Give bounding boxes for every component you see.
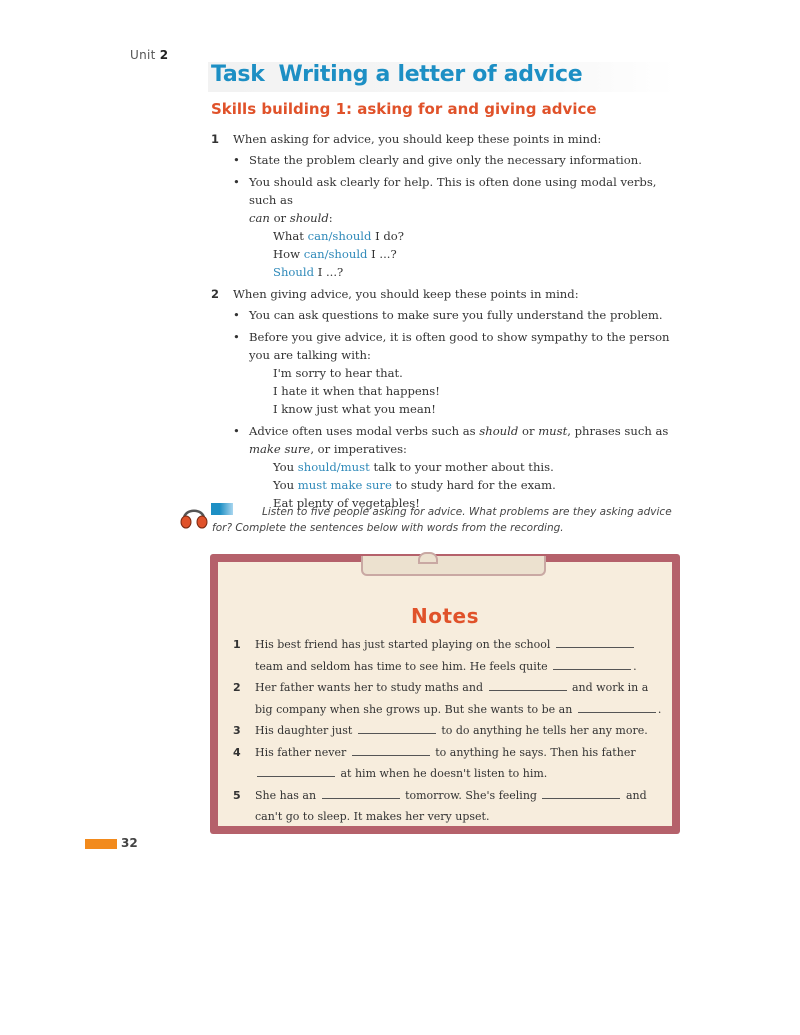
example-line: I hate it when that happens! xyxy=(273,384,440,398)
bullet-item xyxy=(211,422,681,512)
notes-list xyxy=(233,634,663,828)
bullet-list xyxy=(211,306,681,512)
note-item: 4 His father never to anything he says. Then his father at him when he doesn't listen to him. xyxy=(233,745,636,780)
note-item: 1 His best friend has just started playing on the school team and seldom has time to see him. He feels quite . xyxy=(233,638,637,673)
blank-field[interactable] xyxy=(257,767,335,777)
blank-field[interactable] xyxy=(553,660,631,670)
bullet-item: • You can ask questions to make sure you fully understand the problem. xyxy=(211,306,681,324)
example-line: I know just what you mean! xyxy=(273,402,436,416)
example-line: You must make sure to study hard for the exam. xyxy=(273,478,556,492)
examples xyxy=(249,364,681,418)
phrase-make-sure: make sure xyxy=(249,442,311,456)
bullet-text: Before you give advice, it is often good to show sympathy to the person you are talking with: xyxy=(249,330,670,362)
section-lead: When asking for advice, you should keep these points in mind: xyxy=(233,132,602,146)
blank-field[interactable] xyxy=(352,746,430,756)
clip-knob-icon xyxy=(418,552,438,564)
notes-title: Notes xyxy=(410,604,479,628)
example-line: How can/should I ...? xyxy=(273,247,397,261)
example-line: Should I ...? xyxy=(273,265,344,279)
listening-instructions: Listen to five people asking for advice. What problems are they asking advice for? Complete the sentences below with words from the recording. xyxy=(212,506,672,534)
modal-must: must xyxy=(538,424,568,438)
bullet-text: or xyxy=(273,211,287,225)
blank-field[interactable] xyxy=(489,681,567,691)
bullet-text: Advice often uses modal verbs such as xyxy=(249,424,476,438)
note-item: 3 His daughter just to do anything he tells her any more. xyxy=(233,724,648,737)
blank-field[interactable] xyxy=(556,638,634,648)
blank-field[interactable] xyxy=(542,789,620,799)
modal-should: should xyxy=(479,424,519,438)
section-lead: When giving advice, you should keep these points in mind: xyxy=(233,287,579,301)
bullet-item: • State the problem clearly and give only the necessary information. xyxy=(211,151,681,169)
clipboard-clip-icon xyxy=(361,556,546,576)
example-line: Eat plenty of vegetables! xyxy=(273,496,420,510)
bullet-text: , phrases such as xyxy=(567,424,669,438)
bullet-text: or xyxy=(521,424,535,438)
notes-paper xyxy=(218,562,672,826)
modal-should: should xyxy=(289,211,329,225)
note-item: 2 Her father wants her to study maths and and work in a big company when she grows up. But she wants to be an . xyxy=(233,681,662,716)
unit-number: 2 xyxy=(159,48,169,62)
bullet-text: : xyxy=(328,211,333,225)
modal-can: can xyxy=(249,211,270,225)
bullet-item xyxy=(211,328,681,418)
note-item: 5 She has an tomorrow. She's feeling and can't go to sleep. It makes her very upset. xyxy=(233,788,647,823)
bullet-list xyxy=(211,151,681,281)
example-line: What can/should I do? xyxy=(273,229,405,243)
headphones-icon xyxy=(179,502,209,530)
title-task: Task xyxy=(211,62,265,87)
unit-label-text: Unit xyxy=(130,48,156,62)
bullet-item xyxy=(211,173,681,281)
section-1 xyxy=(211,130,681,281)
section-number: 1 xyxy=(211,132,220,146)
page-title xyxy=(211,62,582,87)
bullet-text: You should ask clearly for help. This is often done using modal verbs, such as xyxy=(249,175,657,207)
page-number: 32 xyxy=(121,836,138,850)
blank-field[interactable] xyxy=(322,789,400,799)
section-2 xyxy=(211,285,681,512)
notes-board xyxy=(210,554,680,834)
examples xyxy=(249,227,681,281)
bullet-text: , or imperatives: xyxy=(310,442,407,456)
blank-field[interactable] xyxy=(578,703,656,713)
blank-field[interactable] xyxy=(358,724,436,734)
section-number: 2 xyxy=(211,287,220,301)
example-line: You should/must talk to your mother about this. xyxy=(273,460,554,474)
instructions-body xyxy=(211,130,681,516)
title-text: Writing a letter of advice xyxy=(278,62,583,87)
page-subtitle: Skills building 1: asking for and giving advice xyxy=(211,100,597,118)
unit-label xyxy=(130,48,168,62)
page-number-bar xyxy=(85,839,117,849)
example-line: I'm sorry to hear that. xyxy=(273,366,403,380)
